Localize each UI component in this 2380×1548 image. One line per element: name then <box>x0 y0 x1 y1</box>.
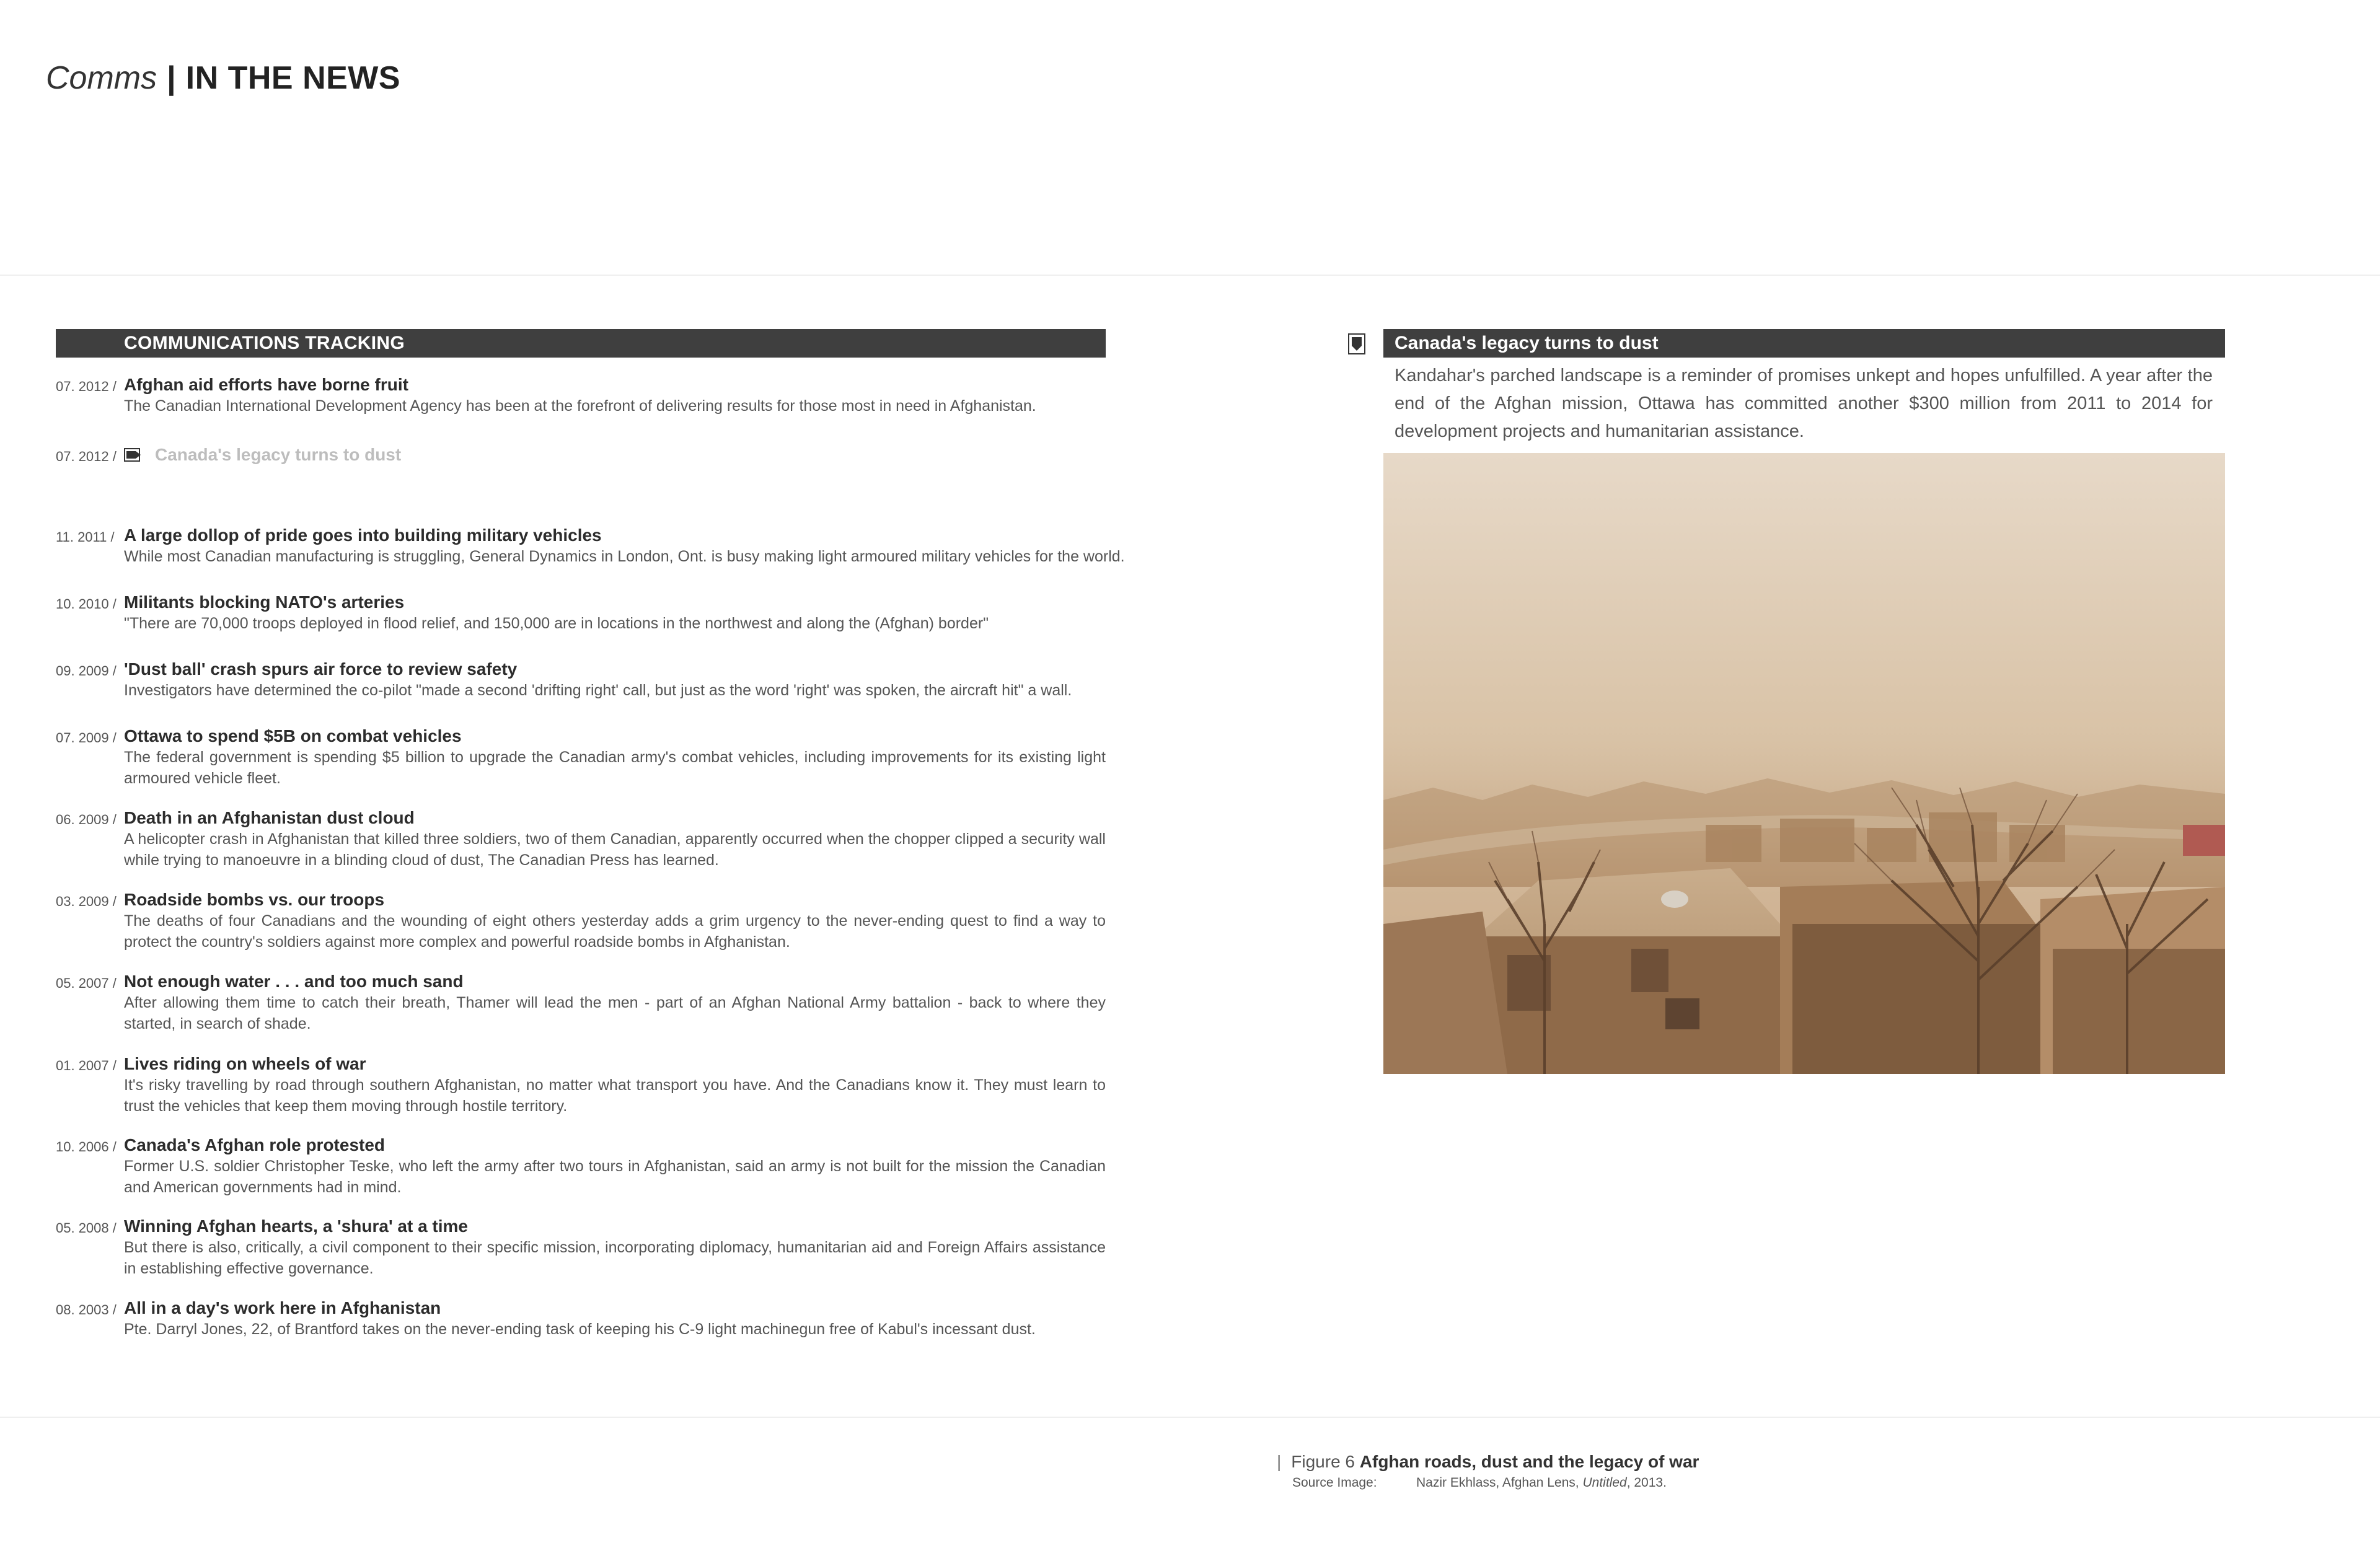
entry-date: 07. 2012 / <box>56 449 117 464</box>
entry-headline[interactable]: Not enough water . . . and too much sand <box>124 972 464 991</box>
news-entry[interactable] <box>56 374 1134 416</box>
entry-date: 07. 2012 / <box>56 379 117 394</box>
source-credit: Nazir Ekhlass, Afghan Lens, <box>1416 1475 1579 1490</box>
entry-headline[interactable]: Roadside bombs vs. our troops <box>124 890 385 909</box>
entry-summary: But there is also, critically, a civil component to their specific mission, incorporating diplomacy, humanitarian aid and Foreign Affairs assistance in establishing effective governance. <box>124 1239 1106 1277</box>
news-entry[interactable] <box>56 1298 1134 1340</box>
news-entry-selected[interactable] <box>56 444 1134 465</box>
figure-caption <box>1277 1450 1699 1492</box>
entry-summary: The Canadian International Development Agency has been at the forefront of delivering results for those most in need in Afghanistan. <box>124 397 1036 415</box>
caption-title-line <box>1277 1450 1699 1474</box>
entry-headline[interactable]: Death in an Afghanistan dust cloud <box>124 808 415 827</box>
news-entry[interactable] <box>56 525 1134 567</box>
news-entry[interactable] <box>56 592 1134 634</box>
news-entry[interactable] <box>56 807 1134 871</box>
entry-date: 05. 2007 / <box>56 975 117 991</box>
document-pointer-icon <box>124 448 143 462</box>
entry-headline[interactable]: Militants blocking NATO's arteries <box>124 592 405 612</box>
source-label: Source Image: <box>1292 1475 1377 1490</box>
entry-summary: The federal government is spending $5 billion to upgrade the Canadian army's combat vehicles, including improvements for its existing light armoured vehicle fleet. <box>124 749 1106 787</box>
entry-headline[interactable]: Ottawa to spend $5B on combat vehicles <box>124 726 462 745</box>
top-divider <box>0 275 2380 276</box>
bottom-divider <box>0 1417 2380 1418</box>
news-entry[interactable] <box>56 726 1134 789</box>
entry-date: 01. 2007 / <box>56 1058 117 1073</box>
page-title: IN THE NEWS <box>185 60 401 96</box>
entry-date: 08. 2003 / <box>56 1302 117 1317</box>
caption-source-line <box>1292 1474 1699 1492</box>
entry-headline[interactable]: All in a day's work here in Afghanistan <box>124 1298 441 1317</box>
figure-title: Afghan roads, dust and the legacy of war <box>1359 1452 1699 1471</box>
section-label: Comms <box>46 60 157 96</box>
entry-date: 05. 2008 / <box>56 1220 117 1236</box>
tracking-heading: COMMUNICATIONS TRACKING <box>56 329 1106 358</box>
caption-separator: | <box>1277 1452 1282 1471</box>
figure-label: Figure 6 <box>1291 1452 1355 1471</box>
entry-date: 09. 2009 / <box>56 663 117 679</box>
entry-summary: It's risky travelling by road through southern Afghanistan, no matter what transport you have. And the Canadians know it. They must learn to trust the vehicles that keep them moving through hostile territory. <box>124 1076 1106 1115</box>
entry-headline[interactable]: A large dollop of pride goes into building military vehicles <box>124 526 602 545</box>
entry-date: 06. 2009 / <box>56 812 117 827</box>
dusty-city-photo <box>1383 453 2225 1074</box>
source-work: Untitled <box>1582 1475 1627 1490</box>
entry-headline[interactable]: Lives riding on wheels of war <box>124 1054 366 1073</box>
entry-date: 11. 2011 / <box>56 529 115 545</box>
feature-title: Canada's legacy turns to dust <box>1383 329 2225 358</box>
entry-summary: A helicopter crash in Afghanistan that killed three soldiers, two of them Canadian, apparently occurred when the chopper clipped a security wall while trying to manoeuvre in a blinding cloud of dust, The Canadian Press has learned. <box>124 830 1106 869</box>
entry-headline[interactable]: 'Dust ball' crash spurs air force to review safety <box>124 659 518 679</box>
feature-body: Kandahar's parched landscape is a reminder of promises unkept and hopes unfulfilled. A year after the end of the Afghan mission, Ottawa has committed another $300 million from 2011 to 2014 for development projects and humanitarian assistance. <box>1395 366 2213 441</box>
header-separator: | <box>167 60 176 96</box>
page-header <box>46 57 400 99</box>
entry-date: 03. 2009 / <box>56 894 117 909</box>
entry-summary: Investigators have determined the co-pilot "made a second 'drifting right' call, but just as the word 'right' was spoken, the aircraft hit" a wall. <box>124 682 1072 699</box>
news-entry[interactable] <box>56 659 1134 701</box>
entry-summary: "There are 70,000 troops deployed in flood relief, and 150,000 are in locations in the northwest and along the (Afghan) border" <box>124 615 989 632</box>
entry-summary: The deaths of four Canadians and the wounding of eight others yesterday adds a grim urgency to the never-ending quest to find a way to protect the country's soldiers against more complex and powerful roadside bombs in Afghanistan. <box>124 912 1106 951</box>
entry-headline[interactable]: Afghan aid efforts have borne fruit <box>124 375 408 394</box>
entry-summary: While most Canadian manufacturing is struggling, General Dynamics in London, Ont. is busy making light armoured military vehicles for the world. <box>124 548 1125 565</box>
entry-date: 10. 2010 / <box>56 596 117 612</box>
news-entry[interactable] <box>56 1135 1134 1198</box>
source-year: , 2013. <box>1626 1475 1667 1490</box>
entry-date: 10. 2006 / <box>56 1139 117 1154</box>
entry-headline[interactable]: Canada's Afghan role protested <box>124 1135 386 1154</box>
entry-summary: After allowing them time to catch their breath, Thamer will lead the men - part of an Afghan National Army battalion - back to where they started, in search of shade. <box>124 994 1106 1032</box>
news-entry[interactable] <box>56 1216 1134 1279</box>
entry-headline[interactable]: Canada's legacy turns to dust <box>155 445 402 464</box>
entry-summary: Pte. Darryl Jones, 22, of Brantford takes on the never-ending task of keeping his C-9 light machinegun free of Kabul's incessant dust. <box>124 1321 1036 1338</box>
news-entry[interactable] <box>56 971 1134 1034</box>
news-entry[interactable] <box>56 1053 1134 1117</box>
entry-headline[interactable]: Winning Afghan hearts, a 'shura' at a time <box>124 1216 468 1236</box>
entry-summary: Former U.S. soldier Christopher Teske, who left the army after two tours in Afghanistan, said an army is not built for the mission the Canadian and American governments had in mind. <box>124 1158 1106 1196</box>
shield-marker-icon <box>1348 333 1365 354</box>
entry-date: 07. 2009 / <box>56 730 117 745</box>
news-entry[interactable] <box>56 889 1134 952</box>
